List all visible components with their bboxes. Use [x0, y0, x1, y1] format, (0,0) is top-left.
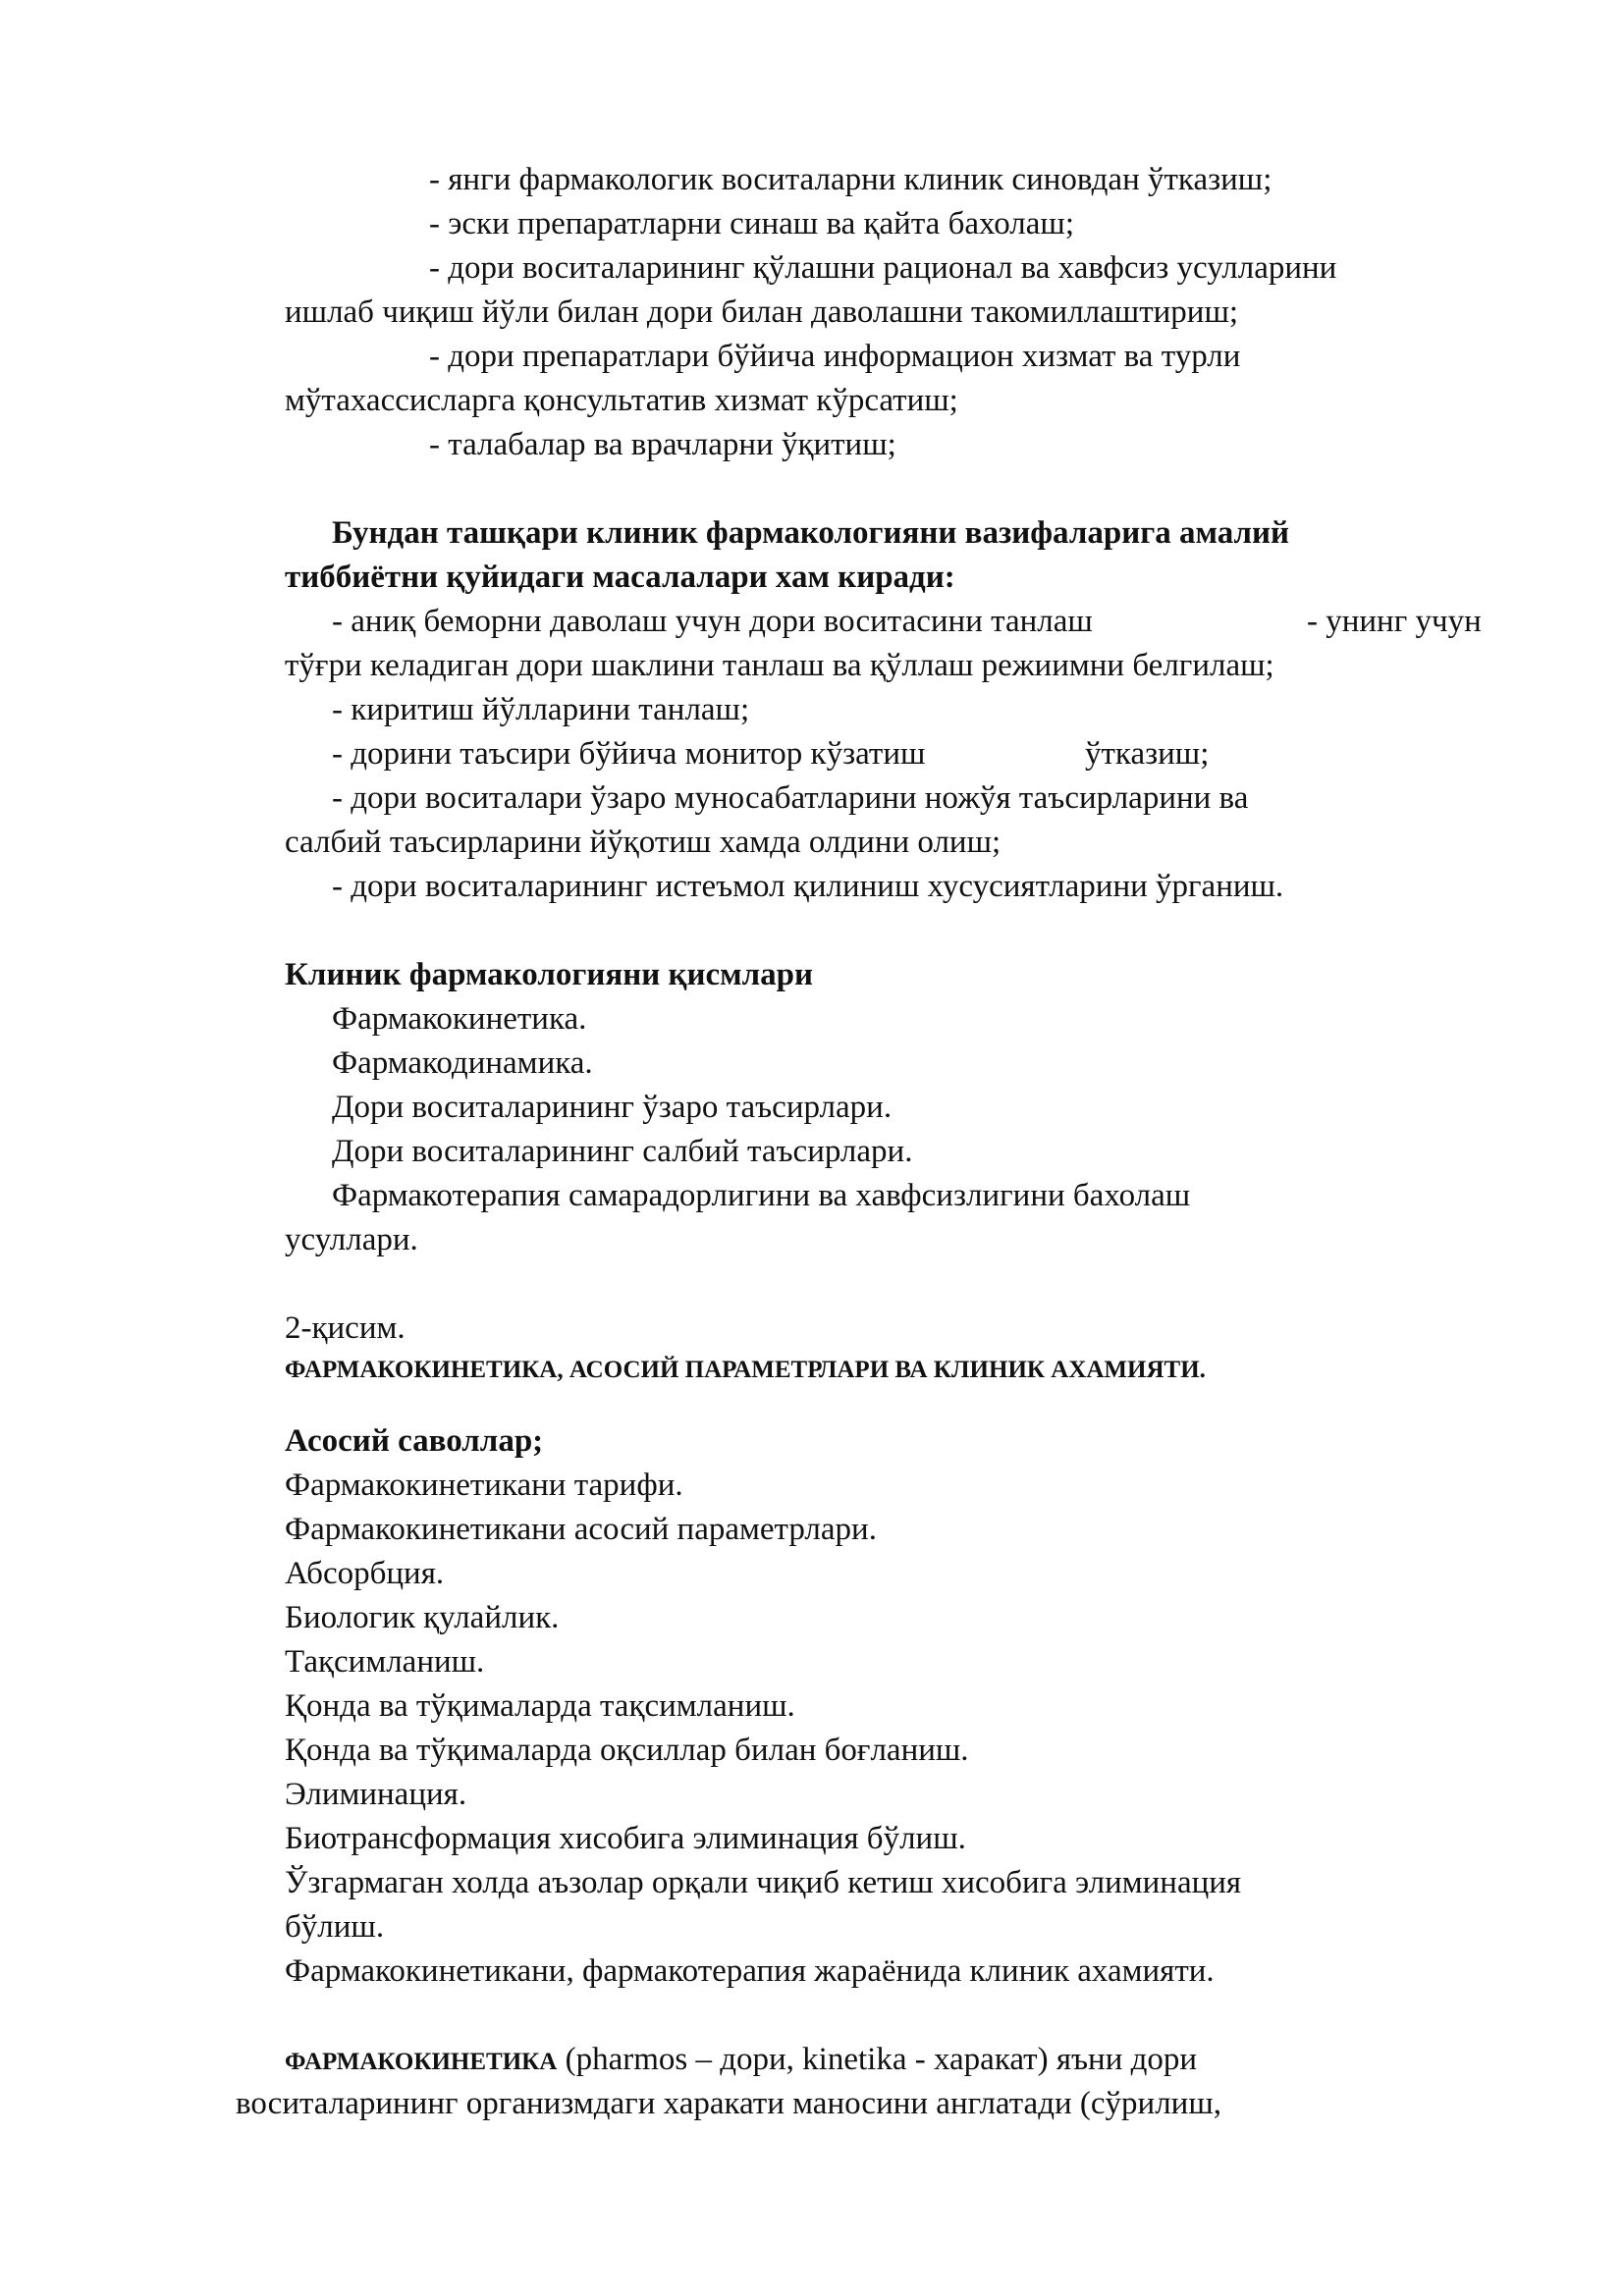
question-item: Қонда ва тўқималарда оқсиллар билан боғланиш. — [285, 1733, 969, 1768]
question-item: Биотрансформация хисобига элиминация бўлиш. — [285, 1821, 966, 1856]
task-item: - дорини таъсири бўйича монитор кўзатиш — [332, 736, 926, 772]
section-item: Дори воситаларининг ўзаро таъсирлари. — [332, 1090, 893, 1125]
intro-item-continuation: мўтахассисларга қонсультатив хизмат кўрсатиш; — [285, 383, 958, 418]
intro-item-continuation: ишлаб чиқиш йўли билан дори билан даволашни такомиллаштириш; — [285, 294, 1239, 330]
task-item-tail: ўтказиш; — [1085, 736, 1210, 772]
task-item: - киритиш йўлларини танлаш; — [332, 692, 750, 727]
task-item-tail: - унинг учун — [1307, 604, 1482, 639]
definition-text: (pharmos – дори, kinetika - харакат) яъни дори — [557, 2042, 1198, 2077]
question-item: Фармакокинетикани тарифи. — [285, 1468, 683, 1503]
part-title: ФАРМАКОКИНЕТИКА, АСОСИЙ ПАРАМЕТРЛАРИ ВА КЛИНИК АХАМИЯТИ. — [285, 1357, 1206, 1383]
section-item: Фармакокинетика. — [332, 1001, 587, 1037]
question-item: Элиминация. — [285, 1777, 467, 1812]
question-item: Ўзгармаган холда аъзолар орқали чиқиб кетиш хисобига элиминация — [285, 1865, 1242, 1900]
section-item: Дори воситаларининг салбий таъсирлари. — [332, 1134, 913, 1169]
intro-item: - дори воситаларининг қўлашни рационал ва хавфсиз усулларини — [429, 250, 1337, 286]
definition-term: ФАРМАКОКИНЕТИКА — [285, 2049, 558, 2075]
task-item-continuation: тўғри келадиган дори шаклини танлаш ва қўллаш режиимни белгилаш; — [285, 648, 1274, 683]
sections-heading: Клиник фармакологияни қисмлари — [285, 957, 814, 992]
question-item: Тақсимланиш. — [285, 1644, 485, 1680]
tasks-heading: Бундан ташқари клиник фармакологияни вазифаларига амалий — [332, 515, 1290, 551]
question-item: Фармакокинетикани асосий параметрлари. — [285, 1512, 877, 1547]
tasks-heading-continuation: тиббиётни қуйидаги масалалари хам киради: — [285, 560, 955, 595]
intro-item: - талабалар ва врачларни ўқитиш; — [429, 427, 896, 462]
task-item: - дори воситалари ўзаро муносабатларини ножўя таъсирларини ва — [332, 780, 1249, 816]
section-item: Фармакотерапия самарадорлигини ва хавфсизлигини бахолаш — [332, 1178, 1191, 1213]
section-item-continuation: усуллари. — [285, 1222, 418, 1257]
question-item: Абсорбция. — [285, 1556, 445, 1591]
question-item-continuation: бўлиш. — [285, 1909, 385, 1945]
question-item: Биологик қулайлик. — [285, 1600, 560, 1635]
intro-item: - янги фармакологик воситаларни клиник синовдан ўтказиш; — [429, 162, 1272, 197]
section-item: Фармакодинамика. — [332, 1045, 593, 1081]
part-label: 2-қисим. — [285, 1310, 406, 1346]
questions-heading: Асосий саволлар; — [285, 1423, 544, 1459]
intro-item: - дори препаратлари бўйича информацион хизмат ва турли — [429, 339, 1241, 374]
task-item-continuation: салбий таъсирларини йўқотиш хамда олдини олиш; — [285, 825, 1001, 860]
question-item: Фармакокинетикани, фармакотерапия жараёнида клиник ахамияти. — [285, 1953, 1215, 1989]
intro-item: - эски препаратларни синаш ва қайта бахолаш; — [429, 206, 1075, 241]
task-item: - аниқ беморни даволаш учун дори воситасини танлаш — [332, 604, 1093, 639]
definition-line — [285, 2038, 1197, 2084]
question-item: Қонда ва тўқималарда тақсимланиш. — [285, 1688, 795, 1724]
task-item: - дори воситаларининг истеъмол қилиниш хусусиятларини ўрганиш. — [332, 869, 1284, 904]
definition-line-continuation: воситаларининг организмдаги харакати маносини англатади (сўрилиш, — [236, 2086, 1221, 2121]
